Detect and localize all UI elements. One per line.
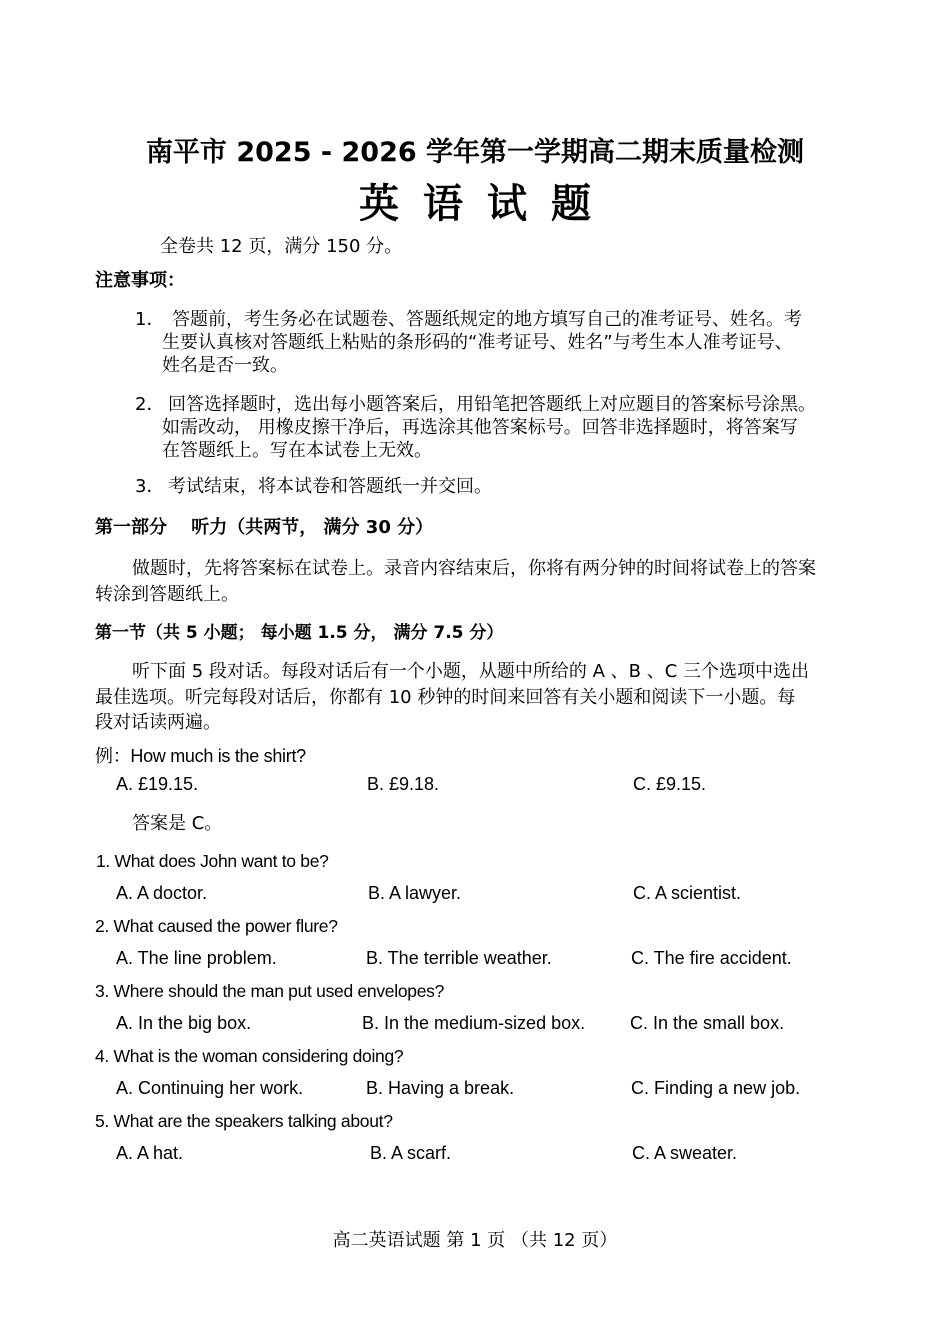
question-3-option-b: B. In the medium-sized box. xyxy=(362,1013,586,1033)
exam-title: 南平市 2025 - 2026 学年第一学期高二期末质量检测 xyxy=(145,137,805,168)
question-3-option-c: C. In the small box. xyxy=(630,1013,785,1033)
question-2-option-b: B. The terrible weather. xyxy=(366,948,552,968)
notice-item-2-number: 2． xyxy=(135,394,165,415)
question-5-option-c: C. A sweater. xyxy=(632,1143,738,1163)
question-5: 5. What are the speakers talking about? xyxy=(95,1111,393,1131)
section1-instruction-line: 听下面 5 段对话。每段对话后有一个小题，从题中所给的 A 、B 、C 三个选项中选出 xyxy=(132,661,810,682)
question-1: 1. What does John want to be? xyxy=(96,851,329,871)
notice-item-2-line: 回答选择题时，选出每小题答案后，用铅笔把答题纸上对应题目的答案标号涂黑。 xyxy=(168,394,816,415)
example-answer: 答案是 C。 xyxy=(132,813,223,834)
question-2-option-a: A. The line problem. xyxy=(116,948,277,968)
question-1-option-c: C. A scientist. xyxy=(633,883,742,903)
question-4-option-c: C. Finding a new job. xyxy=(631,1078,801,1098)
part1-heading: 第一部分 听力（共两节， 满分 30 分） xyxy=(95,517,434,538)
question-3: 3. Where should the man put used envelopes? xyxy=(95,981,445,1001)
question-2: 2. What caused the power flure? xyxy=(95,916,338,936)
question-1-option-a: A. A doctor. xyxy=(116,883,208,903)
notice-item-3-number: 3． xyxy=(135,476,165,497)
section1-instruction-line: 段对话读两遍。 xyxy=(95,712,221,733)
question-4-option-b: B. Having a break. xyxy=(366,1078,515,1098)
question-3-option-a: A. In the big box. xyxy=(116,1013,252,1033)
notice-item-1-line: 生要认真核对答题纸上粘贴的条形码的“准考证号、姓名”与考生本人准考证号、 xyxy=(162,332,793,353)
notice-item-1-line: 答题前，考生务必在试题卷、答题纸规定的地方填写自己的准考证号、姓名。考 xyxy=(172,309,802,330)
notice-item-2-line: 如需改动， 用橡皮擦干净后，再选涂其他答案标号。回答非选择题时，将答案写 xyxy=(162,417,798,438)
exam-intro: 全卷共 12 页，满分 150 分。 xyxy=(160,236,403,257)
question-5-option-a: A. A hat. xyxy=(116,1143,184,1163)
question-1-option-b: B. A lawyer. xyxy=(368,883,462,903)
question-4: 4. What is the woman considering doing? xyxy=(95,1046,404,1066)
section1-instruction-line: 最佳选项。听完每段对话后，你都有 10 秒钟的时间来回答有关小题和阅读下一小题。每 xyxy=(95,687,796,708)
part1-instruction-line: 转涂到答题纸上。 xyxy=(95,584,239,605)
notice-item-2-line: 在答题纸上。写在本试卷上无效。 xyxy=(162,440,432,461)
section1-heading: 第一节（共 5 小题； 每小题 1.5 分， 满分 7.5 分） xyxy=(95,623,504,643)
subject-title: 英语试题 xyxy=(359,181,615,227)
notice-heading: 注意事项： xyxy=(95,270,185,291)
question-5-option-b: B. A scarf. xyxy=(370,1143,452,1163)
notice-item-3-line: 考试结束，将本试卷和答题纸一并交回。 xyxy=(168,476,492,497)
example-option-c: C. £9.15. xyxy=(633,774,707,794)
notice-item-1-line: 姓名是否一致。 xyxy=(162,355,288,376)
part1-instruction-line: 做题时，先将答案标在试卷上。录音内容结束后，你将有两分钟的时间将试卷上的答案 xyxy=(132,558,816,579)
page-footer: 高二英语试题 第 1 页 （共 12 页） xyxy=(332,1230,618,1251)
question-2-option-c: C. The fire accident. xyxy=(631,948,792,968)
example-option-b: B. £9.18. xyxy=(367,774,440,794)
question-4-option-a: A. Continuing her work. xyxy=(116,1078,304,1098)
notice-item-1-number: 1． xyxy=(135,309,165,330)
example-option-a: A. £19.15. xyxy=(116,774,199,794)
example-question: 例：How much is the shirt? xyxy=(95,746,306,766)
